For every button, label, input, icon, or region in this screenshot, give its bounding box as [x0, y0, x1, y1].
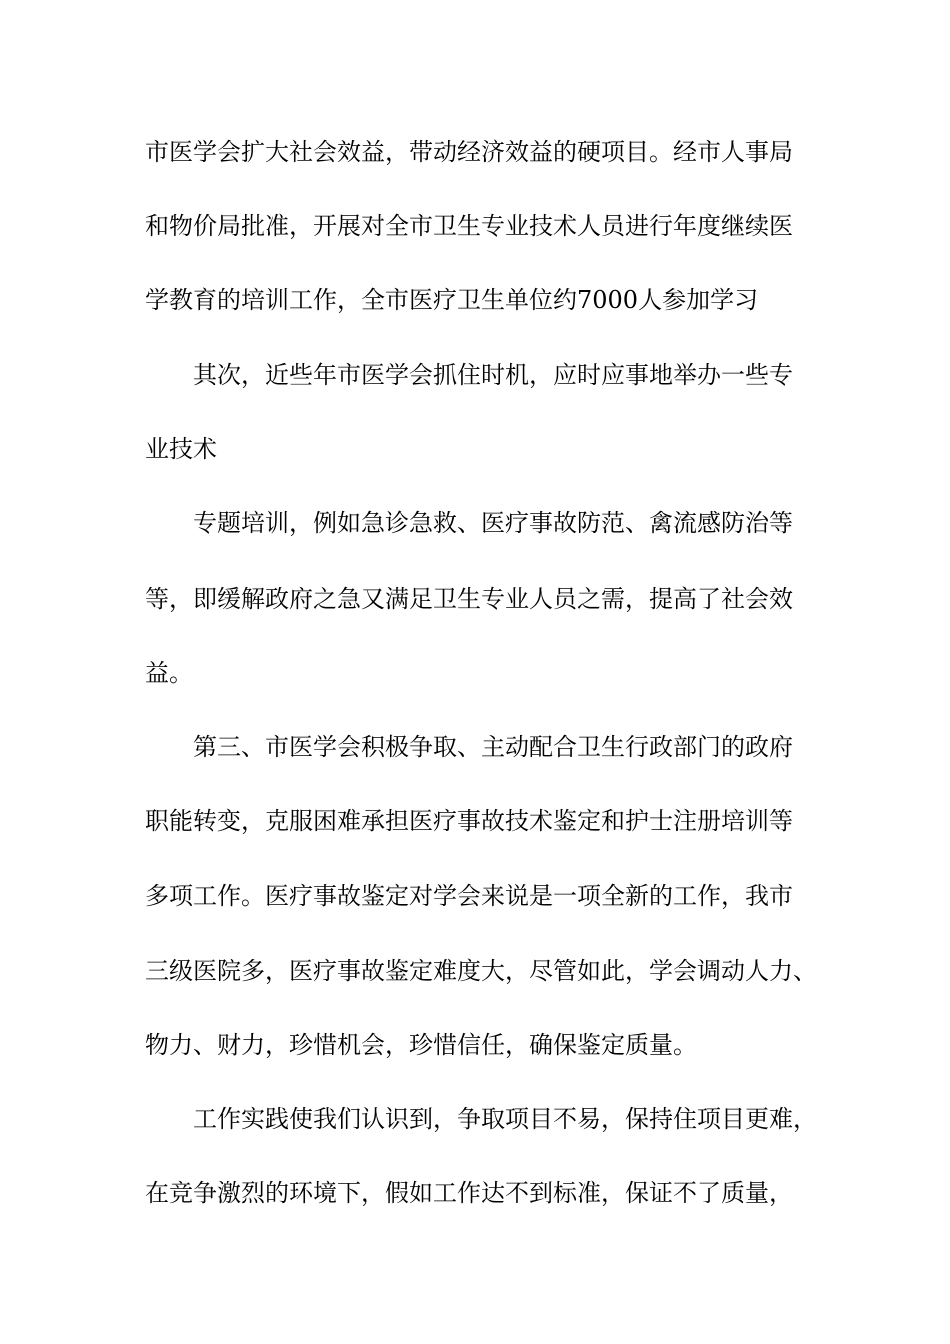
text-line: 在竞争激烈的环境下，假如工作达不到标准，保证不了质量，: [145, 1179, 793, 1207]
text-line: 学教育的培训工作，全市医疗卫生单位约7000人参加学习: [145, 286, 759, 314]
text-line: 等，即缓解政府之急又满足卫生专业人员之需，提高了社会效: [145, 585, 793, 613]
paragraph-start-line: 工作实践使我们认识到，争取项目不易，保持住项目更难，: [193, 1105, 817, 1133]
text-line: 多项工作。医疗事故鉴定对学会来说是一项全新的工作，我市: [145, 882, 793, 910]
text-line: 物力、财力，珍惜机会，珍惜信任，确保鉴定质量。: [145, 1031, 697, 1059]
text-line: 和物价局批准，开展对全市卫生专业技术人员进行年度继续医: [145, 212, 793, 240]
text-line: 益。: [145, 659, 193, 687]
text-line: 三级医院多，医疗事故鉴定难度大，尽管如此，学会调动人力、: [145, 957, 817, 985]
paragraph-start-line: 专题培训，例如急诊急救、医疗事故防范、禽流感防治等: [193, 509, 793, 537]
text-line: 业技术: [145, 435, 217, 463]
paragraph-start-line: 第三、市医学会积极争取、主动配合卫生行政部门的政府: [193, 733, 793, 761]
text-line: 职能转变，克服困难承担医疗事故技术鉴定和护士注册培训等: [145, 807, 793, 835]
paragraph-start-line: 其次，近些年市医学会抓住时机，应时应事地举办一些专: [193, 361, 793, 389]
text-line: 市医学会扩大社会效益，带动经济效益的硬项目。经市人事局: [145, 138, 793, 166]
